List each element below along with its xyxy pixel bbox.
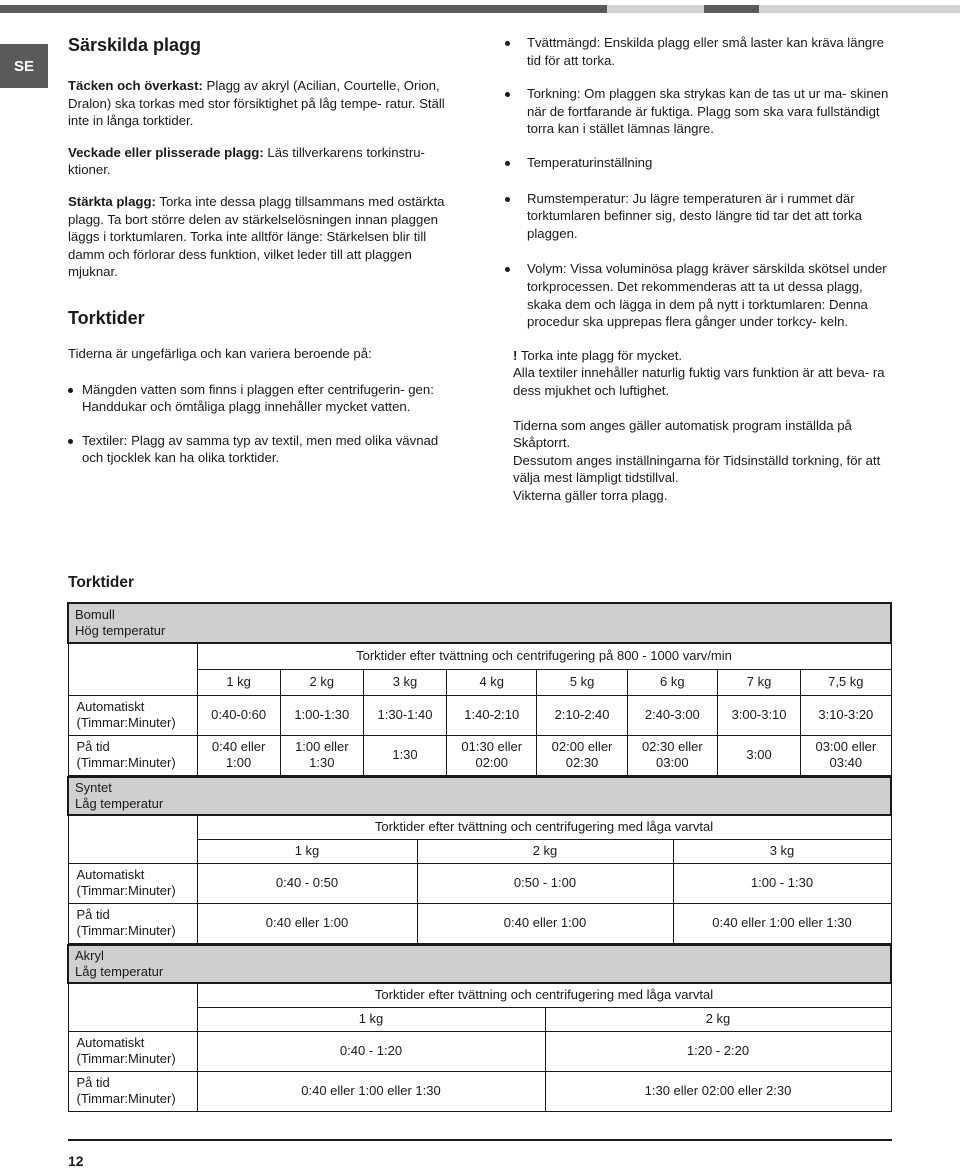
note-program: Tiderna som anges gäller automatisk program inställda på Skåptorrt. xyxy=(513,417,852,451)
header-bar-dark-2 xyxy=(704,5,759,13)
table-title: Torktider xyxy=(68,574,135,591)
section-heading: Särskilda plagg xyxy=(68,35,202,55)
left-bullet-list xyxy=(68,381,448,467)
header-bar-light-2 xyxy=(759,5,960,13)
time-cell: 1:00 eller 1:30 xyxy=(280,735,363,775)
list-item: Temperaturinställning xyxy=(513,154,893,172)
time-cell: 02:00 eller 02:30 xyxy=(537,735,627,775)
time-cell: 0:40 eller 1:00 xyxy=(197,735,280,775)
row-label-timed: På tid (Timmar:Minuter) xyxy=(68,735,197,775)
term-pleated: Veckade eller plisserade plagg: xyxy=(68,144,264,160)
table-row xyxy=(68,839,891,863)
warning-title: Torka inte plagg för mycket. xyxy=(517,347,683,363)
right-column xyxy=(513,34,893,504)
synthetic-caption: Torktider efter tvättning och centrifugering med låga varvtal xyxy=(197,815,891,839)
acrylic-caption: Torktider efter tvättning och centrifugering med låga varvtal xyxy=(197,983,891,1007)
time-cell: 0:40 eller 1:00 eller 1:30 xyxy=(197,1071,545,1111)
intro-text: Tiderna är ungefärliga och kan variera beroende på: xyxy=(68,345,372,361)
cotton-caption: Torktider efter tvättning och centrifugering på 800 - 1000 varv/min xyxy=(197,643,891,669)
weight-cell: 3 kg xyxy=(363,669,446,695)
table-row xyxy=(68,695,891,735)
row-label-auto: Automatiskt (Timmar:Minuter) xyxy=(68,1031,197,1071)
time-cell: 0:40 eller 1:00 xyxy=(417,903,673,943)
weight-cell: 7,5 kg xyxy=(801,669,891,695)
time-cell: 0:40 - 1:20 xyxy=(197,1031,545,1071)
warning-icon: ! xyxy=(513,347,518,363)
time-cell: 3:10-3:20 xyxy=(801,695,891,735)
note-timed: Dessutom anges inställningarna för Tidsinställd torkning, för att välja mest lämpligt tidstillval. xyxy=(513,452,881,486)
right-bullet-list xyxy=(513,34,893,331)
page-number: 12 xyxy=(68,1153,84,1169)
warning-line xyxy=(513,347,893,365)
time-cell: 1:40-2:10 xyxy=(447,695,537,735)
footer-divider xyxy=(68,1139,892,1141)
cotton-table xyxy=(67,602,892,776)
list-item: Tvättmängd: Enskilda plagg eller små laster kan kräva längre tid för att torka. xyxy=(513,34,893,69)
table-row xyxy=(68,1031,891,1071)
fabric-name: Bomull xyxy=(75,606,115,622)
fabric-name: Akryl xyxy=(75,947,104,963)
synthetic-header xyxy=(68,777,891,815)
list-item: Rumstemperatur: Ju lägre temperaturen är i rummet där torktumlaren befinner sig, desto längre tid tar det att torka plaggen. xyxy=(513,190,893,243)
time-cell: 0:40 eller 1:00 eller 1:30 xyxy=(673,903,891,943)
fabric-temp: Låg temperatur xyxy=(75,964,164,979)
time-cell: 1:00 - 1:30 xyxy=(673,863,891,903)
row-label-auto: Automatiskt (Timmar:Minuter) xyxy=(68,695,197,735)
note-weights: Vikterna gäller torra plagg. xyxy=(513,487,668,503)
weight-cell: 2 kg xyxy=(417,839,673,863)
fabric-temp: Låg temperatur xyxy=(75,796,164,811)
weight-cell: 6 kg xyxy=(627,669,717,695)
time-cell: 01:30 eller 02:00 xyxy=(447,735,537,775)
weight-cell: 1 kg xyxy=(197,669,280,695)
weight-cell: 4 kg xyxy=(447,669,537,695)
acrylic-header xyxy=(68,945,891,983)
weight-cell: 2 kg xyxy=(280,669,363,695)
table-row xyxy=(68,815,891,839)
time-cell: 1:00-1:30 xyxy=(280,695,363,735)
table-row xyxy=(68,603,891,643)
time-cell: 03:00 eller 03:40 xyxy=(801,735,891,775)
table-row xyxy=(68,777,891,815)
text-pleated: Läs tillverkarens torkinstru- ktioner. xyxy=(68,144,425,178)
table-row xyxy=(68,945,891,983)
table-row xyxy=(68,643,891,669)
weight-cell: 2 kg xyxy=(545,1007,891,1031)
header-bar-dark xyxy=(0,5,607,13)
list-item: Mängden vatten som finns i plaggen efter centrifugerin- gen: Handdukar och ömtåliga plagg innehåller mycket vatten. xyxy=(68,381,448,416)
term-covers: Täcken och överkast: xyxy=(68,78,203,93)
language-tab: SE xyxy=(0,44,48,88)
table-row xyxy=(68,735,891,775)
weight-cell: 1 kg xyxy=(197,839,417,863)
time-cell: 1:20 - 2:20 xyxy=(545,1031,891,1071)
fabric-name: Syntet xyxy=(75,779,112,795)
weight-cell: 1 kg xyxy=(197,1007,545,1031)
time-cell: 02:30 eller 03:00 xyxy=(627,735,717,775)
weight-cell: 5 kg xyxy=(537,669,627,695)
text-starched: Torka inte dessa plagg tillsammans med ostärkta plagg. Ta bort större delen av stärkelselösningen innan plaggen läggs i torktumlaren. Torka inte alltför länge: Stärkelsen blir till damm och förlorar dess funktion, vilket leder till att plaggen mjuknar. xyxy=(68,193,445,280)
time-cell: 0:40 eller 1:00 xyxy=(197,903,417,943)
table-row xyxy=(68,669,891,695)
time-cell: 1:30 eller 02:00 eller 2:30 xyxy=(545,1071,891,1111)
table-row xyxy=(68,903,891,943)
table-row xyxy=(68,1007,891,1031)
row-label-timed: På tid (Timmar:Minuter) xyxy=(68,903,197,943)
cotton-header xyxy=(68,603,891,643)
row-label-timed: På tid (Timmar:Minuter) xyxy=(68,1071,197,1111)
weight-cell: 7 kg xyxy=(717,669,800,695)
time-cell: 2:40-3:00 xyxy=(627,695,717,735)
list-item: Torkning: Om plaggen ska strykas kan de tas ut ur ma- skinen när de fortfarande är fuktiga. Plagg som ska vara fullständigt torra kan i stället lämnas längre. xyxy=(513,85,893,138)
time-cell: 3:00 xyxy=(717,735,800,775)
time-cell: 2:10-2:40 xyxy=(537,695,627,735)
acrylic-table xyxy=(67,944,892,1112)
list-item: Textiler: Plagg av samma typ av textil, men med olika vävnad och tjocklek kan ha olika torktider. xyxy=(68,432,448,467)
time-cell: 0:40-0:60 xyxy=(197,695,280,735)
term-starched: Stärkta plagg: xyxy=(68,193,156,209)
fabric-temp: Hög temperatur xyxy=(75,623,166,638)
table-row xyxy=(68,983,891,1007)
list-item: Volym: Vissa voluminösa plagg kräver särskilda skötsel under torkprocessen. Det rekommenderas att ta ut dessa plagg, skaka dem och lägga in dem på nytt i torktumlaren: Denna procedur ska upprepas flera gånger under torkcy- keln. xyxy=(513,260,893,330)
weight-cell: 3 kg xyxy=(673,839,891,863)
drying-times-heading: Torktider xyxy=(68,307,145,328)
time-cell: 0:40 - 0:50 xyxy=(197,863,417,903)
header-bar-light xyxy=(607,5,704,13)
time-cell: 0:50 - 1:00 xyxy=(417,863,673,903)
synthetic-table xyxy=(67,776,892,944)
time-cell: 3:00-3:10 xyxy=(717,695,800,735)
table-row xyxy=(68,1071,891,1111)
text-covers: Plagg av akryl (Acilian, Courtelle, Orion, Dralon) ska torkas med stor försiktighet på låg tempe- ratur. Ställ inte in långa torktider. xyxy=(68,78,445,129)
left-column xyxy=(68,34,448,483)
warning-text: Alla textiler innehåller naturlig fuktig vars funktion är att beva- ra dess mjukhet och luftighet. xyxy=(513,365,885,398)
paragraph-pleated xyxy=(68,144,448,179)
table-row xyxy=(68,863,891,903)
row-label-auto: Automatiskt (Timmar:Minuter) xyxy=(68,863,197,903)
paragraph-covers xyxy=(68,77,448,130)
paragraph-starched xyxy=(68,193,448,281)
time-cell: 1:30-1:40 xyxy=(363,695,446,735)
time-cell: 1:30 xyxy=(363,735,446,775)
